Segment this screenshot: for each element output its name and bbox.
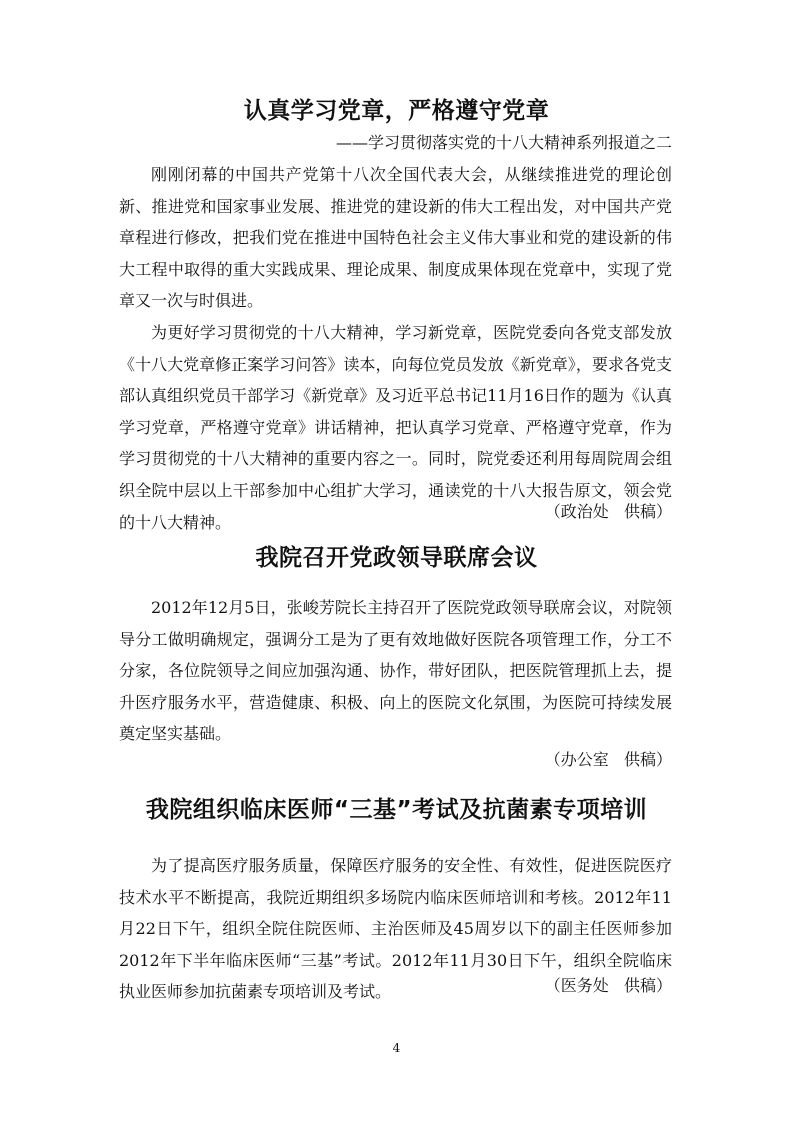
article-2-paragraph-1: 2012年12月5日，张峻芳院长主持召开了医院党政领导联席会议，对院领导分工做明确规定，强调分工是为了更有效地做好医院各项管理工作，分工不分家，各位院领导之间应加强沟通、协作，带好团队，把医院管理抓上去，提升医疗服务水平，营造健康、积极、向上的医院文化氛围，为医院可持续发展奠定坚实基础。 bbox=[119, 598, 672, 744]
page-number: 4 bbox=[392, 1041, 401, 1055]
article-3-credit: （医务处 供稿） bbox=[544, 976, 672, 995]
article-3-paragraph-1: 为了提高医疗服务质量，保障医疗服务的安全性、有效性，促进医院医疗技术水平不断提高，我院近期组织多场院内临床医师培训和考核。2012年11月22日下午，组织全院住院医师、主治医师及45周岁以下的副主任医师参加2012年下半年临床医师“三基”考试。2012年11月30日下午，组织全院临床执业医师参加抗菌素专项培训及考试。 bbox=[119, 856, 672, 1002]
article-1-subtitle: ——学习贯彻落实党的十八大精神系列报道之二 bbox=[335, 133, 672, 152]
article-1-title: 认真学习党章，严格遵守党章 bbox=[243, 98, 550, 124]
article-1-credit: （政治处 供稿） bbox=[544, 502, 672, 521]
article-3-title: 我院组织临床医师“三基”考试及抗菌素专项培训 bbox=[145, 797, 648, 823]
article-1-paragraph-2: 为更好学习贯彻党的十八大精神，学习新党章，医院党委向各党支部发放《十八大党章修正案学习问答》读本，向每位党员发放《新党章》，要求各党支部认真组织党员干部学习《新党章》及习近平总书记11月16日作的题为《认真学习党章，严格遵守党章》讲话精神，把认真学习党章、严格遵守党章，作为学习贯彻党的十八大精神的重要内容之一。同时，院党委还利用每周院周会组织全院中层以上干部参加中心组扩大学习，通读党的十八大报告原文，领会党的十八大精神。 bbox=[119, 323, 672, 532]
article-1-paragraph-1: 刚刚闭幕的中国共产党第十八次全国代表大会，从继续推进党的理论创新、推进党和国家事业发展、推进党的建设新的伟大工程出发，对中国共产党章程进行修改，把我们党在推进中国特色社会主义伟大事业和党的建设新的伟大工程中取得的重大实践成果、理论成果、制度成果体现在党章中，实现了党章又一次与时俱进。 bbox=[119, 165, 672, 311]
article-2-title: 我院召开党政领导联席会议 bbox=[255, 545, 538, 571]
article-2-credit: （办公室 供稿） bbox=[544, 750, 672, 769]
